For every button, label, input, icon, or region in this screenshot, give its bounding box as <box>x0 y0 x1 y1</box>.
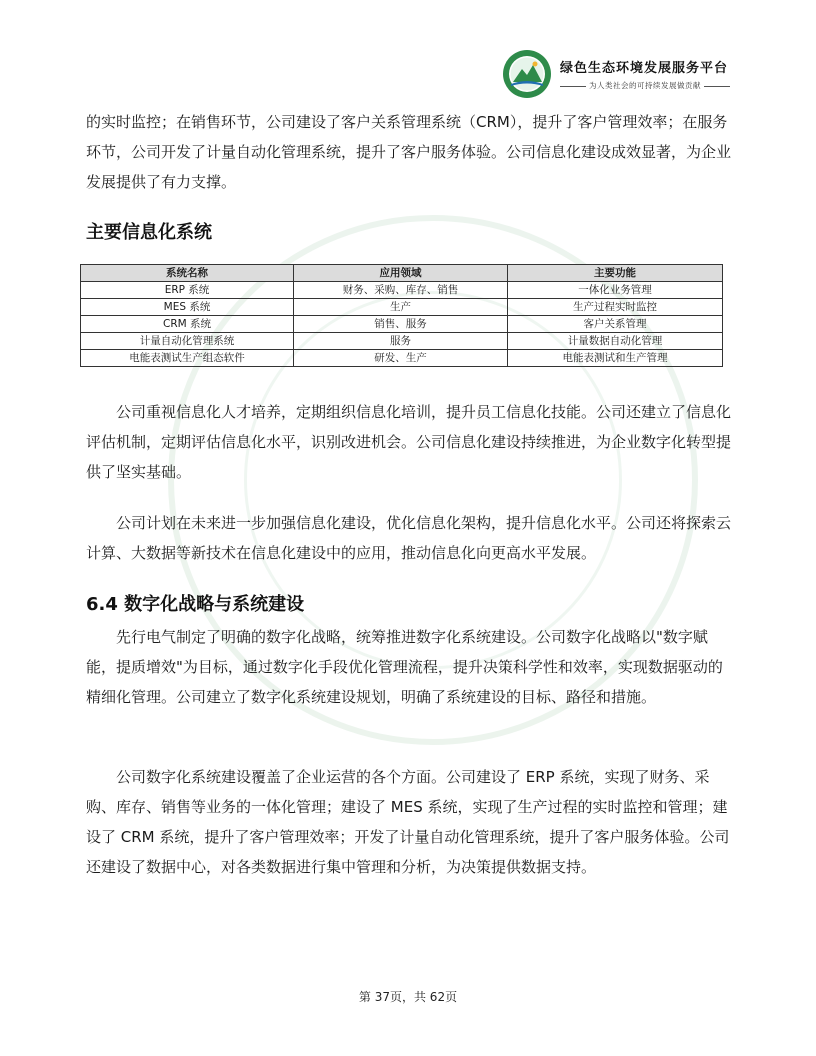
table-header-cell: 应用领域 <box>294 265 508 282</box>
table-cell: 计量自动化管理系统 <box>81 333 294 350</box>
table-cell: 生产过程实时监控 <box>508 299 723 316</box>
table-cell: 电能表测试生产组态软件 <box>81 350 294 367</box>
table-header-row <box>81 265 723 282</box>
page-header <box>502 48 730 100</box>
platform-logo-icon <box>502 49 552 99</box>
page-number: 第 37页，共 62页 <box>358 990 458 1004</box>
paragraph-strategy: 先行电气制定了明确的数字化战略，统筹推进数字化系统建设。公司数字化战略以"数字赋能，提质增效"为目标，通过数字化手段优化管理流程，提升决策科学性和效率，实现数据驱动的精细化管理。公司建立了数字化系统建设规划，明确了系统建设的目标、路径和措施。 <box>86 628 723 706</box>
table-cell: 计量数据自动化管理 <box>508 333 723 350</box>
table-cell: 一体化业务管理 <box>508 282 723 299</box>
table-row <box>81 350 723 367</box>
table-cell: 研发、生产 <box>294 350 508 367</box>
table-row <box>81 282 723 299</box>
table-cell: 销售、服务 <box>294 316 508 333</box>
table-cell: 财务、采购、库存、销售 <box>294 282 508 299</box>
systems-table <box>80 264 723 367</box>
section-title-systems: 主要信息化系统 <box>86 222 212 243</box>
table-cell: 电能表测试和生产管理 <box>508 350 723 367</box>
paragraph-talent: 公司重视信息化人才培养，定期组织信息化培训，提升员工信息化技能。公司还建立了信息化评估机制，定期评估信息化水平，识别改进机会。公司信息化建设持续推进，为企业数字化转型提供了坚实基础。 <box>86 403 732 481</box>
paragraph-systems: 公司数字化系统建设覆盖了企业运营的各个方面。公司建设了 ERP 系统，实现了财务、采购、库存、销售等业务的一体化管理；建设了 MES 系统，实现了生产过程的实时监控和管理；建设了 CRM 系统，提升了客户管理效率；开发了计量自动化管理系统，提升了客户服务体验。公司还建设了数据中心，对各类数据进行集中管理和分析，为决策提供数据支持。 <box>86 768 730 876</box>
table-cell: 客户关系管理 <box>508 316 723 333</box>
table-cell: CRM 系统 <box>81 316 294 333</box>
table-cell: 服务 <box>294 333 508 350</box>
platform-subtitle: 为人类社会的可持续发展做贡献 <box>560 80 730 91</box>
table-header-cell: 系统名称 <box>81 265 294 282</box>
table-row <box>81 316 723 333</box>
table-row <box>81 299 723 316</box>
table-cell: ERP 系统 <box>81 282 294 299</box>
section-title-digital-strategy: 6.4 数字化战略与系统建设 <box>86 594 305 615</box>
table-cell: MES 系统 <box>81 299 294 316</box>
table-header-cell: 主要功能 <box>508 265 723 282</box>
table-cell: 生产 <box>294 299 508 316</box>
intro-paragraph: 的实时监控；在销售环节，公司建设了客户关系管理系统（CRM），提升了客户管理效率；在服务环节，公司开发了计量自动化管理系统，提升了客户服务体验。公司信息化建设成效显著，为企业发展提供了有力支撑。 <box>86 113 732 191</box>
paragraph-plan: 公司计划在未来进一步加强信息化建设，优化信息化架构，提升信息化水平。公司还将探索云计算、大数据等新技术在信息化建设中的应用，推动信息化向更高水平发展。 <box>86 514 732 562</box>
table-row <box>81 333 723 350</box>
platform-title: 绿色生态环境发展服务平台 <box>560 61 729 76</box>
